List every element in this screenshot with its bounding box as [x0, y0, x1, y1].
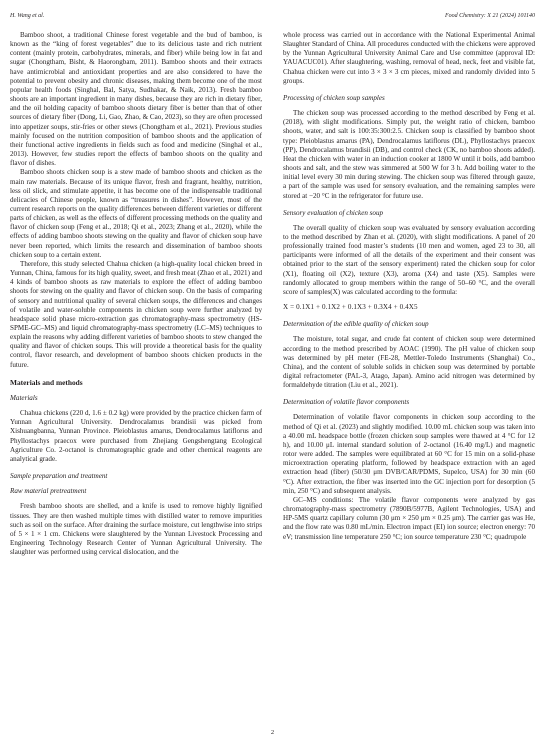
- paragraph: GC–MS conditions: The volatile flavor components were analyzed by gas chromatography-mass spectrometry (7890B/5977B, Agilent Technologies, USA) and HP-5MS quartz capillary column (30 μm × 250 μm × 0.25 μm). The carrier gas was He, and the flow rate was 0.80 mL/min. Electron impact (EI) ion source; electron energy: 70 eV; transmission line temperature 250 °C; ion source temperature 230 °C; quadrupole: [283, 495, 535, 541]
- paragraph: The overall quality of chicken soup was evaluated by sensory evaluation according to the method described by Zhan et al. (2020), with slight modifications. A panel of 20 professionally trained food master’s students (10 men and women, aged 23 to 30, all participants were informed of all the details of the experiment and their consent was obtained prior to the start of the sensory experiment) rated the chicken soup for color (X1), floating oil (X2), texture (X3), aroma (X4) and taste (X5). Samples were randomly allocated to group members within the range of 50–60 °C, and the overall score of samples(X) was calculated according to the formula:: [283, 223, 535, 296]
- paragraph: Bamboo shoot, a traditional Chinese forest vegetable and the bud of bamboo, is known as the “king of forest vegetables” due to its delicious taste and rich nutrient content (mainly protein, carbohydrates, minerals, and fiber) while being low in fat and sugar (Chongtham, Bisht, & Haorongbam, 2011). Bamboo shoots and their extracts have antimicrobial and antioxidant properties and are also considered to have the potential to prevent obesity and chronic diseases, making them become one of the most popular health foods (Singhal, Bal, Satya, Sudhakar, & Naik, 2013). Fresh bamboo shoots are an important ingredient in many dishes, because they are rich in dietary fiber, and the oil holding capacity of bamboo shoots dietary fiber is better than that of other sources of dietary fiber (Dong, Li, Gao, Zhao, & Cao, 2023), so they are often processed into appetizer soups, stir-fries or other stews (Chongtham et al., 2021). Previous studies mainly focused on the nutrition composition of bamboo shoots and the application of their functional active ingredients in fields such as food and medicine (Singhal et al., 2013). However, few studies report the effects of bamboo shoots on the quality and flavor of dishes.: [10, 31, 262, 168]
- right-column: [283, 31, 535, 719]
- paragraph: Bamboo shoots chicken soup is a stew made of bamboo shoots and chicken as the main raw materials. Because of its unique flavor, fresh and fragrant, healthy, nutrition, less oil slick, and stimulate appetite, it has become one of the indispensable traditional delicacies of Chinese people, known as “treasures in dishes”. However, most of the current research reports on the quality differences between different varieties or different parts of chicken, as well as the effects of different processing methods on the quality and flavor of chicken soup (Feng et al., 2018; Qi et al., 2023; Zhang et al., 2020), while the effects of adding bamboo shoots stewing on the quality and flavor of chicken soup have never been reported, which limits the research and dissemination of bamboo shoots chicken soup to a certain extent.: [10, 168, 262, 259]
- left-column: [10, 31, 262, 719]
- paragraph: The chicken soup was processed according to the method described by Feng et al. (2018), with slight modifications. Simply put, the weight ratio of chicken, bamboo shoots, water, and salt is 100:35:300:2.5. Chicken soup is classified by bamboo shoot type: Pleioblastus amarus (PA), Dendrocalamus latiflorus (DL), Phyllostachys praecox (PP), Dendrocalamus brandisii (DB), and control check (CK, no bamboo shoots added). Heat the chicken with water in an induction cooker at 1800 W until it boils, add bamboo shoots and salt, and the stew was simmered at 500 W for 3 h. Add boiling water to the initial level every 30 min during stewing. The chicken soup was filtered through gauze, a part of the sample was used for sensory evaluation, and the remaining samples were stored at −20 °C in the refrigerator for future use.: [283, 109, 535, 200]
- page-number: 2: [270, 729, 275, 736]
- subsection-heading: Materials: [10, 393, 38, 402]
- subsection-heading: Raw material pretreatment: [10, 487, 87, 496]
- paragraph: The moisture, total sugar, and crude fat content of chicken soup were determined according to the method prescribed by AOAC (1990). The pH value of chicken soup was determined by pH meter (FE-28, Mettler-Toledo Instruments (Shanghai) Co., China), and the content of soluble solids in chicken soup was determined by portable digital refractometer (PAL-3, Atago, Japan). Amino acid nitrogen was determined by formaldehyde titration (Liu et al., 2021).: [283, 335, 535, 390]
- header-authors: H. Wang et al.: [10, 13, 45, 19]
- paragraph: Determination of volatile flavor components in chicken soup according to the method of Qi et al. (2023) and slightly modified. 10.00 mL chicken soup was taken into a 40.00 mL headspace bottle (frozen chicken soup samples were thawed at 4 °C for 12 h), and 10.00 μL internal standard solution of 2-octanol (16.40 mg/L) and magnetic rotor were added. The samples were equilibrated at 60 °C for 15 min on a solid-phase microextraction operating platform, followed by headspace extraction with an aged extraction head (fiber) (50/30 μm DVB/CAR/PDMS, Supelco, USA) for 30 min (60 °C). After extraction, the fiber was inserted into the GC injection port for desorption (5 min, 250 °C) and subsequent analysis.: [283, 413, 535, 495]
- paragraph: Therefore, this study selected Chahua chicken (a high-quality local chicken breed in Yunnan, China, famous for its high quality, sweet, and fresh meat (Zhao et al., 2021) and 4 kinds of bamboo shoots as raw materials to explore the effect of adding bamboo shoots for stewing on the quality and flavor of chicken soup. On the basis of comparing of sensory and nutritional quality of several chicken soups, the differences and changes of volatile and water-soluble components in chicken soup were further analyzed by headspace solid phase micro-extraction gas chromatography-mass spectrometry (HS-SPME-GC–MS) and liquid chromatography-mass spectrometry (LC–MS) techniques to explain the reasons why adding different varieties of bamboo shoots to stew changed the quality and flavor of chicken soups. This will provide a theoretical basis for the quality control, flavor research, and development of bamboo shoots chicken products in the future.: [10, 259, 262, 369]
- subsection-heading: Sample preparation and treatment: [10, 472, 108, 481]
- header-journal: Food Chemistry: X 21 (2024) 101140: [444, 13, 535, 19]
- section-heading: Materials and methods: [10, 377, 83, 387]
- subsection-heading: Determination of the edible quality of chicken soup: [283, 320, 429, 329]
- paragraph: Chahua chickens (220 d, 1.6 ± 0.2 kg) were provided by the practice chicken farm of Yunnan Agricultural University. Dendrocalamus brandisii was picked from Xishuangbanna, Yunnan Province. Pleioblastus amarus, Dendrocalamus latiflorus and Phyllostachys praecox were purchased from Zhejiang Gengshengtang Ecological Agriculture Co. 2-octanol is chromatographic grade and other chemical reagents are analytical grade.: [10, 409, 262, 463]
- paragraph-continued: whole process was carried out in accordance with the National Experimental Animal Slaughter Standard of China. All procedures conducted with the chickens were approved by the Yunnan Agricultural University Animal Care and Use committee (approval ID: YAUACUC01). After slaughtering, washing, removal of head, neck, feet and visible fat, Chahua chicken were cut into 3 × 3 × 3 cm pieces, mixed and randomly divided into 5 groups.: [283, 31, 535, 85]
- subsection-heading: Sensory evaluation of chicken soup: [283, 208, 384, 217]
- paragraph: Fresh bamboo shoots are shelled, and a knife is used to remove highly lignified tissues. They are then washed multiple times with distilled water to remove impurities such as soil on the surface. After draining the surface moisture, cut lengthwise into strips of 5 × 1 × 1 cm. Chickens were slaughtered by the Yunnan Livestock Processing and Engineering Technology Research Center of Yunnan Agricultural University. The slaughter was performed using cervical dislocation, and the: [10, 502, 262, 557]
- sensory-score-formula: X = 0.1X1 + 0.1X2 + 0.1X3 + 0.3X4 + 0.4X5: [283, 303, 418, 312]
- subsection-heading: Determination of volatile flavor components: [283, 398, 410, 407]
- subsection-heading: Processing of chicken soup samples: [283, 93, 385, 102]
